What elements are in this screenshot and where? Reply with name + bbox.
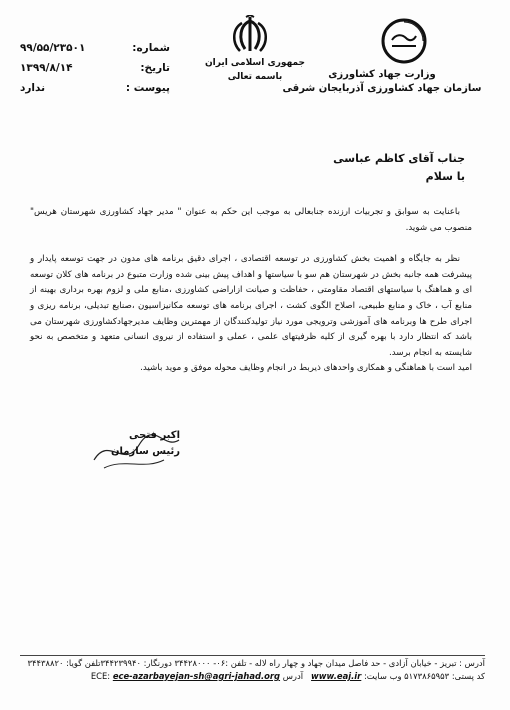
email-link[interactable]: ece-azarbayejan-sh@agri-jahad.org: [112, 671, 281, 681]
website-link[interactable]: www.eaj.ir: [311, 671, 362, 681]
attachment-value: ندارد: [20, 82, 46, 94]
jahad-logo-icon: [380, 18, 428, 64]
date-row: [20, 58, 170, 78]
number-value: ۹۹/۵۵/۲۳۵۰۱: [20, 42, 86, 54]
paragraph-1: باعنایت به سوابق و تجربیات ارزنده جنابعالی به موجب این حکم به عنوان " مدیر جهاد کشاورزی شهرستان هریس" منصوب می شوید.: [30, 207, 472, 233]
footer-address: آدرس : تبریز - خیابان آزادی - حد فاصل میدان جهاد و چهار راه لاله - تلفن :۰۶- ۳۴۴۲۸۰۰۰ دورنگار: ۳۴۴۲۳۹۹۴۰تلفن گویا: ۳۴۴۳۸۸۲۰: [27, 658, 485, 668]
footer-postal: کد پستی: ۵۱۷۳۸۶۵۹۵۳ وب سایت:: [363, 671, 485, 681]
signer-name: اکبر فتحی: [129, 430, 180, 441]
attachment-row: [20, 78, 170, 98]
paragraph-2: نظر به جایگاه و اهمیت بخش کشاورزی در توسعه اقتصادی ، اجرای دقیق برنامه های مدون در جهت توسعه پایدار و پیشرفت همه جانبه بخش در شهرستان هم سو با سیاستها و اهداف پیش بینی شده وزارت متبوع در برنامه های کلان توسعه ای و هماهنگ با سیاستهای اقتصاد مقاومتی ، حفاظت و صیانت ازاراضی کشاورزی ،منابع ملی و لزوم بهره برداری بهینه از منابع آب ، خاک و منابع طبیعی، اصلاح الگوی کشت ، اجرای برنامه های توسعه مکانیزاسیون ،صنایع تبدیلی، برنامه ریزی و اجرای طرح ها وبرنامه های آموزشی وترویجی مورد نیاز تولیدکنندگان از مهمترین وظایف مدیرجهادکشاورزی شهرستان می باشد که انتظار دارد با بهره گیری از کلیه ظرفیتهای علمی ، عملی و استفاده از نیروی انسانی متعهد و متخصص به نحو شایسته به انجام برسد.: [30, 254, 472, 358]
country-name: جمهوری اسلامی ایران: [204, 58, 306, 68]
paragraph-3: امید است با هماهنگی و همکاری واحدهای ذیربط در انجام وظایف محوله موفق و موید باشید.: [140, 363, 472, 374]
signature-block: [90, 428, 180, 460]
letter-body: [30, 205, 472, 377]
iran-emblem-icon: [228, 15, 272, 55]
attachment-label: پیوست :: [125, 82, 170, 94]
date-label: تاریخ:: [140, 62, 170, 74]
date-value: ۱۳۹۹/۸/۱۴: [20, 62, 73, 74]
email-label: آدرس ECE:: [90, 671, 304, 681]
letter-meta: [20, 38, 170, 98]
signer-title: رئیس سازمان: [110, 446, 180, 457]
footer: [20, 657, 485, 683]
greeting: با سلام: [425, 170, 465, 183]
motto: باسمه تعالی: [227, 72, 283, 82]
footer-contacts: [20, 670, 485, 683]
organization-header: [282, 68, 482, 96]
ministry-name: وزارت جهاد کشاورزی: [328, 69, 436, 80]
recipient-block: [333, 150, 465, 186]
organization-name: سازمان جهاد کشاورزی آذربایجان شرقی: [282, 83, 482, 94]
number-row: [20, 38, 170, 58]
footer-divider: [20, 655, 485, 656]
number-label: شماره:: [132, 42, 170, 54]
recipient-name: جناب آقای کاظم عباسی: [333, 152, 465, 165]
